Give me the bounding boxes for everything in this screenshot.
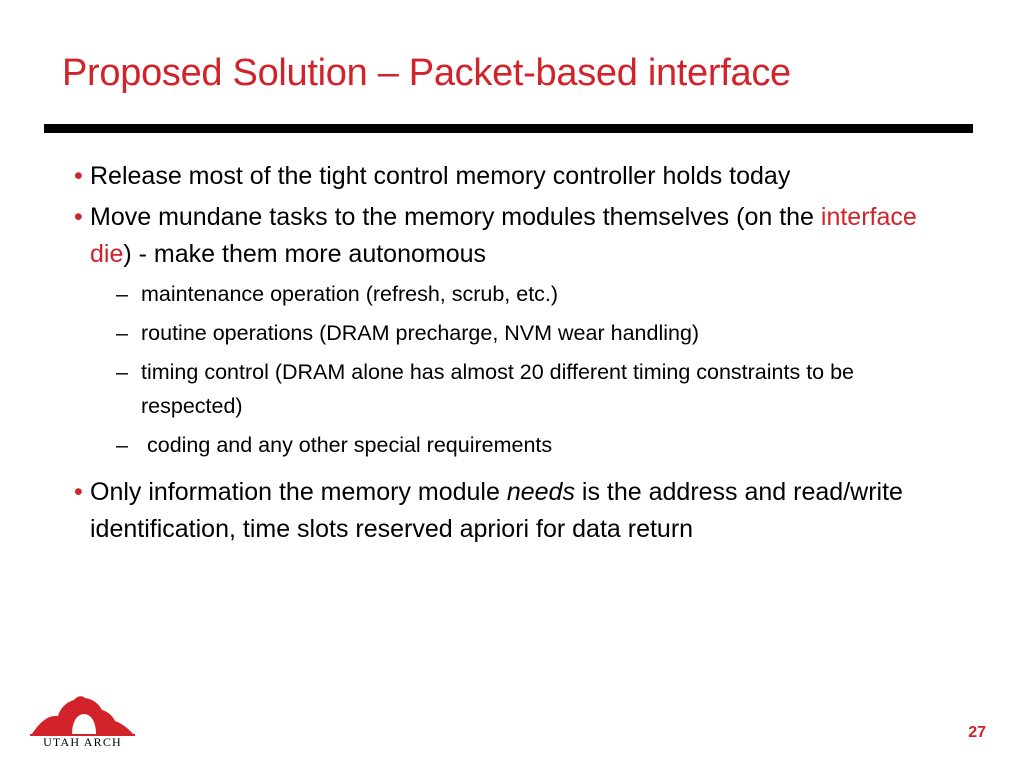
- sub-bullet-item: [116, 355, 954, 423]
- sub-bullet-list: [74, 277, 954, 462]
- sub-bullet-text: maintenance operation (refresh, scrub, etc.): [141, 282, 559, 306]
- bullet-marker: •: [74, 478, 83, 506]
- highlighted-term: interface die: [90, 203, 917, 268]
- bullet-item: [74, 158, 954, 195]
- bullet-text: Release most of the tight control memory controller holds today: [90, 162, 791, 190]
- bullet-marker: •: [74, 162, 83, 190]
- sub-bullet-item: [116, 316, 954, 350]
- sub-bullet-text: timing control (DRAM alone has almost 20 different timing constraints to be respected): [141, 360, 855, 418]
- bullet-text-start: Only information the memory module: [90, 478, 507, 506]
- sub-bullet-marker: –: [116, 433, 128, 457]
- sub-bullet-marker: –: [116, 282, 128, 306]
- bullet-marker: •: [74, 203, 83, 231]
- sub-bullet-marker: –: [116, 360, 128, 384]
- slide-title: Proposed Solution – Packet-based interface: [62, 52, 791, 94]
- bullet-item: [74, 199, 954, 273]
- bullet-text-end: ) - make them more autonomous: [123, 240, 487, 268]
- sub-bullet-marker: –: [116, 321, 128, 345]
- logo-text: UTAH ARCH: [43, 735, 122, 749]
- sub-bullet-item: [116, 277, 954, 311]
- bullet-text-end: is the address and read/write identification, time slots reserved apriori for data return: [90, 478, 903, 543]
- sub-bullet-text: coding and any other special requirements: [141, 433, 553, 457]
- slide-content: [74, 158, 954, 552]
- bullet-text-start: Move mundane tasks to the memory modules themselves (on the: [90, 203, 821, 231]
- bullet-item: [74, 474, 954, 548]
- title-divider: [44, 124, 973, 133]
- emphasized-word: needs: [506, 478, 575, 506]
- sub-bullet-item: [116, 428, 954, 462]
- page-number: 27: [968, 724, 986, 741]
- sub-bullet-text: routine operations (DRAM precharge, NVM wear handling): [141, 321, 700, 345]
